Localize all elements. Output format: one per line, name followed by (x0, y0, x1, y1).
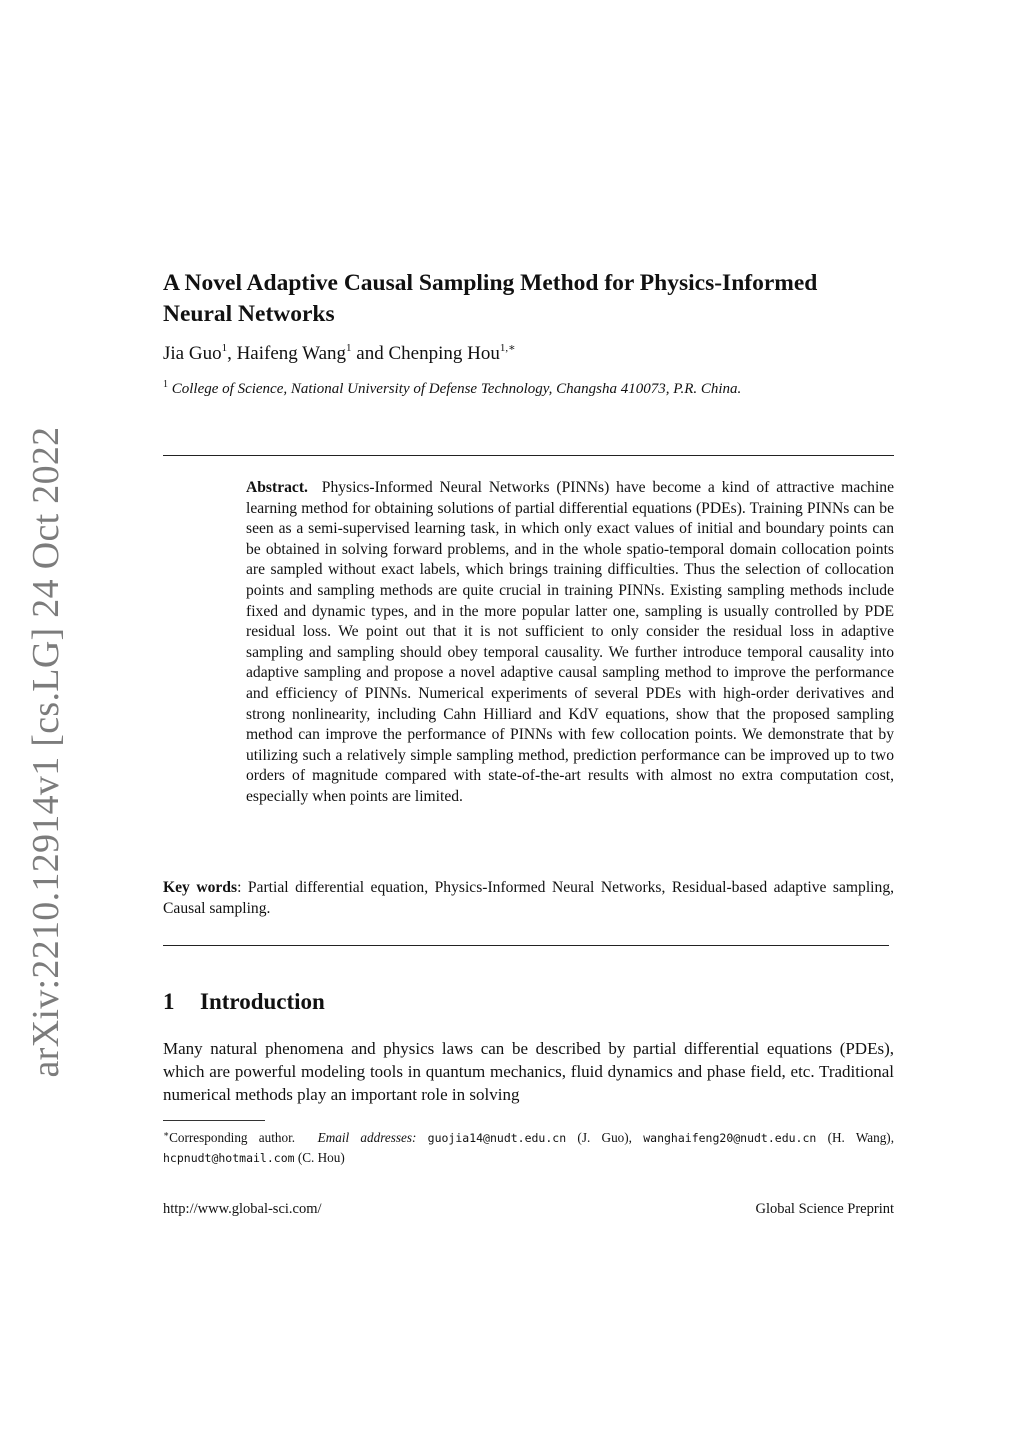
keywords (163, 878, 894, 919)
paper-title: A Novel Adaptive Causal Sampling Method for Physics-Informed Neural Networks (163, 270, 818, 327)
footer-journal: Global Science Preprint (755, 1201, 894, 1217)
footnote-mark: ∗ (163, 1129, 170, 1139)
abstract-label: Abstract. (246, 479, 308, 496)
footnote: ∗Corresponding author. Email addresses: guojia14@nudt.edu.cn (J. Guo), wanghaifeng20@nudt.edu.cn (H. Wang), hcpnudt@hotmail.com (C. Hou) (163, 1129, 894, 1165)
author-affil-mark: 1 (221, 342, 228, 354)
author-name: Chenping Hou (388, 343, 500, 364)
arxiv-identifier: arXiv:2210.12914v1 [cs.LG] 24 Oct 2022 (25, 426, 67, 1078)
author-name: Jia Guo (163, 343, 222, 364)
author-affil-mark: 1 (346, 342, 352, 354)
section-heading (163, 987, 325, 1017)
affiliation (163, 379, 783, 400)
author-name: Haifeng Wang (236, 343, 347, 364)
top-divider (163, 455, 894, 456)
footer-url[interactable]: http://www.global-sci.com/ (163, 1201, 322, 1217)
footnote-rule (163, 1120, 265, 1121)
footnote-label: Corresponding author. (169, 1130, 296, 1145)
author-affil-mark: 1,∗ (499, 342, 516, 354)
affiliation-mark: 1 (163, 379, 168, 390)
section-number: 1 (163, 989, 175, 1014)
keywords-text: : Partial differential equation, Physics-Informed Neural Networks, Residual-based adaptive sampling, Causal sampling. (163, 879, 895, 917)
email-link[interactable]: hcpnudt@hotmail.com (163, 1151, 295, 1165)
intro-paragraph: Many natural phenomena and physics laws can be described by partial differential equations (PDEs), which are powerful modeling tools in quantum mechanics, fluid dynamics and phase field, etc. Traditional numerical methods play an important role in solving (163, 1039, 894, 1104)
affiliation-text: College of Science, National University of Defense Technology, Changsha 410073, P.R. China. (171, 381, 742, 397)
email-label: Email addresses: (317, 1130, 417, 1145)
abstract (246, 478, 894, 808)
keywords-label: Key words (163, 879, 238, 896)
abstract-text: Physics-Informed Neural Networks (PINNs) have become a kind of attractive machine learning method for obtaining solutions of partial differential equations (PDEs). Training PINNs can be seen as a semi-supervised learning task, in which only exact values of initial and boundary points can be obtained in solving forward problems, and in the whole spatio-temporal domain collocation points are sampled without exact labels, which brings training difficulties. Thus the selection of collocation points and sampling methods are quite crucial in training PINNs. Existing sampling methods include fixed and dynamic types, and in the more popular latter one, sampling is usually controlled by PDE residual loss. We point out that it is not sufficient to only consider the residual loss in adaptive sampling and sampling should obey temporal causality. We further introduce temporal causality into adaptive sampling and propose a novel adaptive causal sampling method to improve the performance and efficiency of PINNs. Numerical experiments of several PDEs with high-order derivatives and strong nonlinearity, including Cahn Hilliard and KdV equations, show that the proposed sampling method can improve the performance of PINNs with few collocation points. We demonstrate that by utilizing such a relatively simple sampling method, prediction performance can be improved up to two orders of magnitude compared with state-of-the-art results with almost no extra computation cost, especially when points are limited. (246, 479, 895, 805)
email-link[interactable]: wanghaifeng20@nudt.edu.cn (643, 1131, 817, 1145)
section-title: Introduction (200, 989, 325, 1014)
author-list: Jia Guo$^1$, Haifeng Wang$^1$ and Chenping Hou$^{1,∗}$ (163, 342, 516, 364)
bottom-divider (163, 945, 889, 946)
email-link[interactable]: guojia14@nudt.edu.cn (427, 1131, 567, 1145)
